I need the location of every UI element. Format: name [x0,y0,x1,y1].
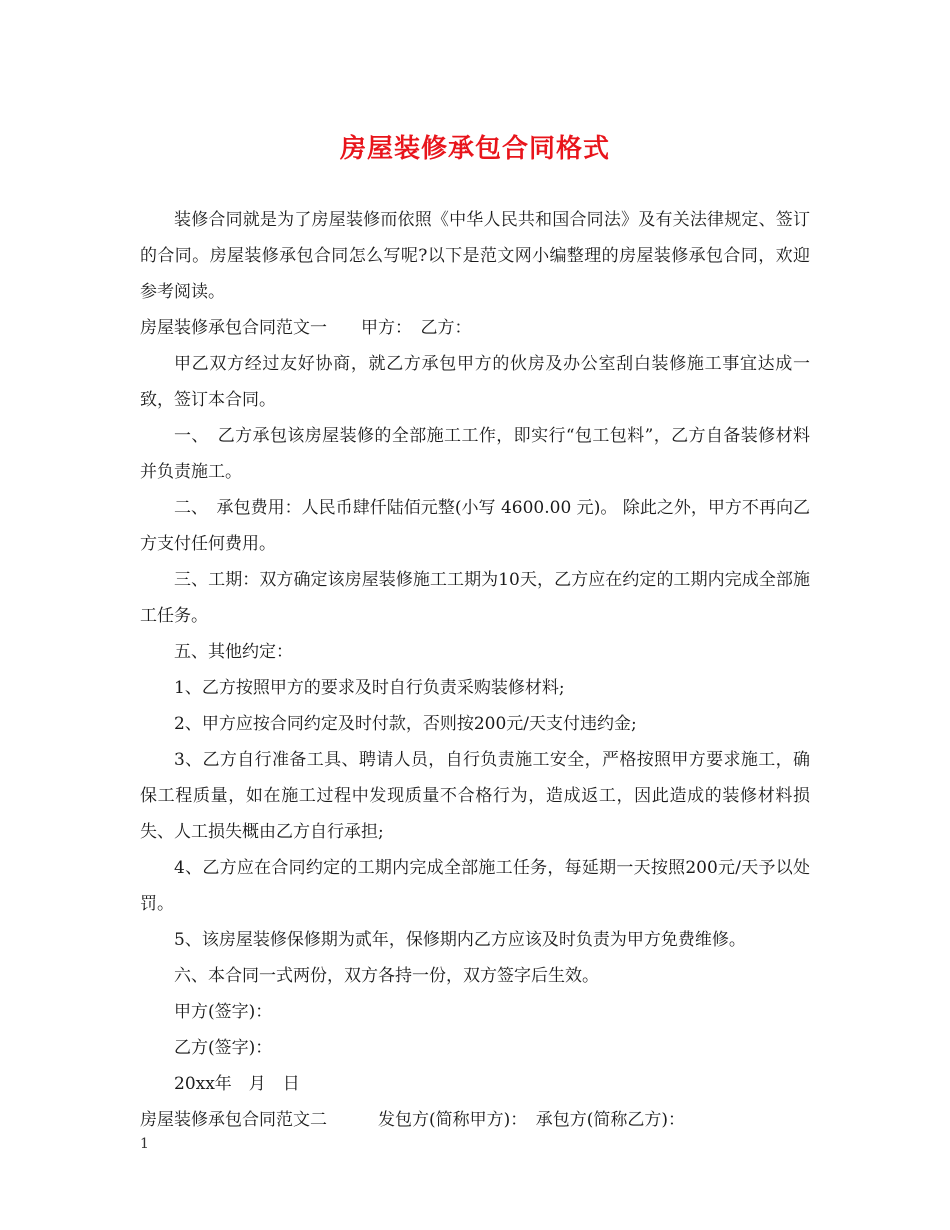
document-title: 房屋装修承包合同格式 [339,134,610,164]
paragraph: 六、本合同一式两份，双方各持一份，双方签字后生效。 [174,966,599,986]
paragraph: 4、乙方应在合同约定的工期内完成全部施工任务，每延期一天按照200元/天予以处罚。 [140,858,810,914]
paragraph: 3、乙方自行准备工具、聘请人员，自行负责施工安全，严格按照甲方要求施工，确保工程质量，如在施工过程中发现质量不合格行为，造成返工，因此造成的装修材料损失、人工损失概由乙方自行承担; [140,750,810,842]
paragraph: 5、该房屋装修保修期为贰年，保修期内乙方应该及时负责为甲方免费维修。 [174,930,746,950]
paragraph: 房屋装修承包合同范文二 发包方(简称甲方)： 承包方(简称乙方)： [140,1110,686,1130]
paragraph: 二、 承包费用：人民币肆仟陆佰元整(小写 4600.00 元)。 除此之外，甲方不再向乙方支付任何费用。 [140,498,810,554]
signature-line-party-a: 甲方(签字)： [174,1002,273,1022]
date-line: 20xx年 月 日 [174,1074,300,1094]
page-number: 1 [140,1136,149,1152]
paragraph: 1、乙方按照甲方的要求及时自行负责采购装修材料; [174,678,565,698]
paragraph: 房屋装修承包合同范文一 甲方： 乙方： [140,318,472,338]
signature-line-party-b: 乙方(签字)： [174,1038,273,1058]
paragraph: 一、 乙方承包该房屋装修的全部施工工作，即实行“包工包料”，乙方自备装修材料并负责施工。 [140,426,810,482]
paragraph: 2、甲方应按合同约定及时付款，否则按200元/天支付违约金; [174,714,637,734]
paragraph: 三、工期：双方确定该房屋装修施工工期为10天，乙方应在约定的工期内完成全部施工任务。 [140,570,810,626]
document-body [140,202,810,1138]
paragraph: 五、其他约定： [174,642,293,662]
paragraph: 装修合同就是为了房屋装修而依照《中华人民共和国合同法》及有关法律规定、签订的合同。房屋装修承包合同怎么写呢?以下是范文网小编整理的房屋装修承包合同，欢迎参考阅读。 [140,210,810,302]
paragraph: 甲乙双方经过友好协商，就乙方承包甲方的伙房及办公室刮白装修施工事宜达成一致，签订本合同。 [140,354,810,410]
